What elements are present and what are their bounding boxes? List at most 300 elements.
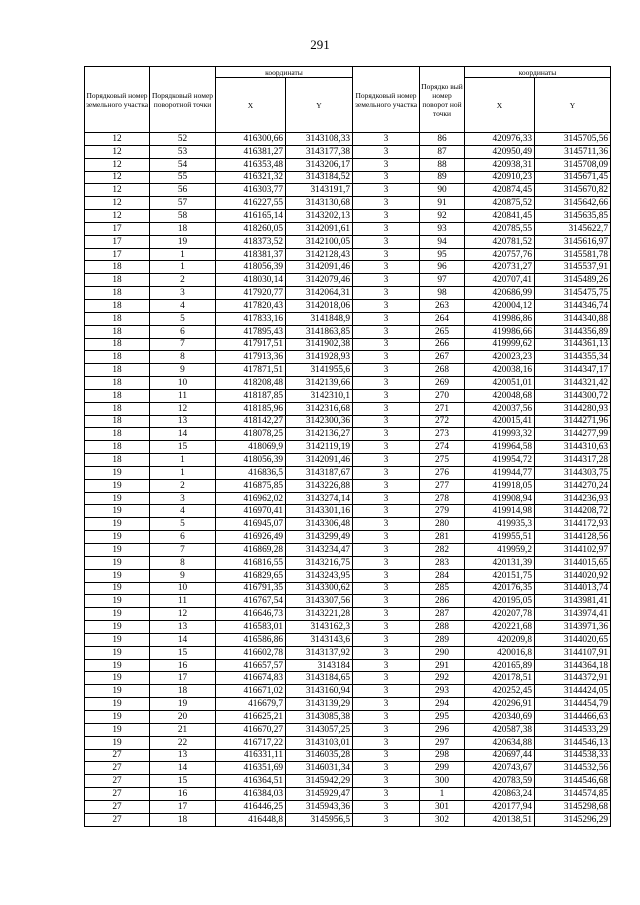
header-x-right: X xyxy=(465,78,535,133)
y-coordinate-right-cell: 3144321,42 xyxy=(535,377,611,390)
y-coordinate-cell: 3142136,27 xyxy=(286,428,353,441)
parcel-number-right-cell: 3 xyxy=(353,775,420,788)
point-number-cell: 5 xyxy=(150,312,216,325)
y-coordinate-cell: 3143139,29 xyxy=(286,698,353,711)
point-number-cell: 9 xyxy=(150,364,216,377)
x-coordinate-right-cell: 419914,98 xyxy=(465,505,535,518)
point-number-cell: 9 xyxy=(150,569,216,582)
y-coordinate-right-cell: 3144020,92 xyxy=(535,569,611,582)
parcel-number-right-cell: 3 xyxy=(353,133,420,146)
parcel-number-cell: 18 xyxy=(85,377,150,390)
point-number-right-cell: 302 xyxy=(420,813,465,826)
parcel-number-right-cell: 3 xyxy=(353,235,420,248)
y-coordinate-right-cell: 3144355,34 xyxy=(535,351,611,364)
parcel-number-cell: 19 xyxy=(85,466,150,479)
y-coordinate-cell: 3142119,19 xyxy=(286,441,353,454)
x-coordinate-cell: 416829,65 xyxy=(216,569,286,582)
point-number-cell: 4 xyxy=(150,505,216,518)
point-number-right-cell: 89 xyxy=(420,171,465,184)
y-coordinate-cell: 3141848,9 xyxy=(286,312,353,325)
point-number-right-cell: 265 xyxy=(420,325,465,338)
point-number-right-cell: 288 xyxy=(420,621,465,634)
point-number-cell: 7 xyxy=(150,544,216,557)
table-row xyxy=(85,351,611,364)
point-number-right-cell: 87 xyxy=(420,145,465,158)
point-number-cell: 58 xyxy=(150,210,216,223)
x-coordinate-right-cell: 420783,59 xyxy=(465,775,535,788)
y-coordinate-right-cell: 3144546,68 xyxy=(535,775,611,788)
parcel-number-right-cell: 3 xyxy=(353,351,420,364)
point-number-right-cell: 276 xyxy=(420,466,465,479)
x-coordinate-right-cell: 420165,89 xyxy=(465,659,535,672)
point-number-right-cell: 285 xyxy=(420,582,465,595)
x-coordinate-right-cell: 420938,31 xyxy=(465,158,535,171)
parcel-number-right-cell: 3 xyxy=(353,338,420,351)
parcel-number-cell: 17 xyxy=(85,222,150,235)
point-number-right-cell: 97 xyxy=(420,274,465,287)
parcel-number-cell: 17 xyxy=(85,235,150,248)
x-coordinate-cell: 416303,77 xyxy=(216,184,286,197)
y-coordinate-right-cell: 3144454,79 xyxy=(535,698,611,711)
point-number-right-cell: 270 xyxy=(420,389,465,402)
y-coordinate-cell: 3141902,38 xyxy=(286,338,353,351)
point-number-cell: 10 xyxy=(150,582,216,595)
point-number-cell: 13 xyxy=(150,415,216,428)
point-number-right-cell: 88 xyxy=(420,158,465,171)
parcel-number-right-cell: 3 xyxy=(353,145,420,158)
parcel-number-right-cell: 3 xyxy=(353,723,420,736)
x-coordinate-cell: 416364,51 xyxy=(216,775,286,788)
table-row xyxy=(85,492,611,505)
table-row xyxy=(85,788,611,801)
y-coordinate-cell: 3143187,67 xyxy=(286,466,353,479)
x-coordinate-cell: 416926,49 xyxy=(216,531,286,544)
table-row xyxy=(85,800,611,813)
table-header xyxy=(85,67,611,133)
point-number-right-cell: 1 xyxy=(420,788,465,801)
table-row xyxy=(85,133,611,146)
point-number-cell: 19 xyxy=(150,698,216,711)
y-coordinate-right-cell: 3144128,56 xyxy=(535,531,611,544)
y-coordinate-right-cell: 3144280,93 xyxy=(535,402,611,415)
parcel-number-right-cell: 3 xyxy=(353,621,420,634)
parcel-number-right-cell: 3 xyxy=(353,556,420,569)
x-coordinate-cell: 416381,27 xyxy=(216,145,286,158)
x-coordinate-right-cell: 419986,86 xyxy=(465,312,535,325)
table-row xyxy=(85,685,611,698)
table-row xyxy=(85,595,611,608)
x-coordinate-right-cell: 420051,01 xyxy=(465,377,535,390)
y-coordinate-cell: 3145929,47 xyxy=(286,788,353,801)
parcel-number-right-cell: 3 xyxy=(353,813,420,826)
point-number-cell: 3 xyxy=(150,492,216,505)
parcel-number-cell: 19 xyxy=(85,685,150,698)
parcel-number-cell: 19 xyxy=(85,531,150,544)
parcel-number-right-cell: 3 xyxy=(353,299,420,312)
point-number-cell: 14 xyxy=(150,428,216,441)
parcel-number-right-cell: 3 xyxy=(353,441,420,454)
x-coordinate-right-cell: 420863,24 xyxy=(465,788,535,801)
x-coordinate-right-cell: 420004,12 xyxy=(465,299,535,312)
parcel-number-right-cell: 3 xyxy=(353,377,420,390)
y-coordinate-right-cell: 3144424,05 xyxy=(535,685,611,698)
parcel-number-right-cell: 3 xyxy=(353,505,420,518)
y-coordinate-right-cell: 3144364,18 xyxy=(535,659,611,672)
y-coordinate-cell: 3143301,16 xyxy=(286,505,353,518)
header-parcel-number: Порядковый номер земельного участка xyxy=(85,67,150,133)
y-coordinate-right-cell: 3144277,99 xyxy=(535,428,611,441)
table-row xyxy=(85,813,611,826)
y-coordinate-cell: 3143306,48 xyxy=(286,518,353,531)
point-number-right-cell: 90 xyxy=(420,184,465,197)
page-number: 291 xyxy=(310,37,330,52)
point-number-cell: 8 xyxy=(150,351,216,364)
table-row xyxy=(85,710,611,723)
point-number-right-cell: 267 xyxy=(420,351,465,364)
y-coordinate-cell: 3143243,95 xyxy=(286,569,353,582)
x-coordinate-right-cell: 420874,45 xyxy=(465,184,535,197)
point-number-right-cell: 280 xyxy=(420,518,465,531)
parcel-number-cell: 18 xyxy=(85,261,150,274)
x-coordinate-right-cell: 420841,45 xyxy=(465,210,535,223)
point-number-right-cell: 296 xyxy=(420,723,465,736)
point-number-right-cell: 291 xyxy=(420,659,465,672)
parcel-number-cell: 27 xyxy=(85,788,150,801)
y-coordinate-right-cell: 3145296,29 xyxy=(535,813,611,826)
parcel-number-cell: 19 xyxy=(85,710,150,723)
parcel-number-right-cell: 3 xyxy=(353,415,420,428)
point-number-right-cell: 264 xyxy=(420,312,465,325)
point-number-cell: 12 xyxy=(150,608,216,621)
parcel-number-right-cell: 3 xyxy=(353,659,420,672)
x-coordinate-cell: 416875,85 xyxy=(216,479,286,492)
x-coordinate-right-cell: 420875,52 xyxy=(465,197,535,210)
y-coordinate-right-cell: 3145671,45 xyxy=(535,171,611,184)
y-coordinate-right-cell: 3143971,36 xyxy=(535,621,611,634)
parcel-number-cell: 12 xyxy=(85,184,150,197)
coordinates-table xyxy=(84,66,611,827)
point-number-right-cell: 294 xyxy=(420,698,465,711)
parcel-number-right-cell: 3 xyxy=(353,698,420,711)
parcel-number-right-cell: 3 xyxy=(353,171,420,184)
y-coordinate-cell: 3145942,29 xyxy=(286,775,353,788)
x-coordinate-right-cell: 420340,69 xyxy=(465,710,535,723)
table-row xyxy=(85,364,611,377)
parcel-number-right-cell: 3 xyxy=(353,646,420,659)
x-coordinate-right-cell: 420221,68 xyxy=(465,621,535,634)
x-coordinate-right-cell: 420176,35 xyxy=(465,582,535,595)
point-number-right-cell: 300 xyxy=(420,775,465,788)
y-coordinate-right-cell: 3144466,63 xyxy=(535,710,611,723)
parcel-number-cell: 19 xyxy=(85,479,150,492)
parcel-number-right-cell: 3 xyxy=(353,582,420,595)
table-body xyxy=(85,133,611,827)
table-row xyxy=(85,402,611,415)
parcel-number-cell: 19 xyxy=(85,723,150,736)
x-coordinate-right-cell: 420785,55 xyxy=(465,222,535,235)
point-number-right-cell: 295 xyxy=(420,710,465,723)
parcel-number-cell: 27 xyxy=(85,762,150,775)
y-coordinate-cell: 3142091,46 xyxy=(286,454,353,467)
x-coordinate-right-cell: 420131,39 xyxy=(465,556,535,569)
table-row xyxy=(85,633,611,646)
y-coordinate-cell: 3142300,36 xyxy=(286,415,353,428)
parcel-number-right-cell: 3 xyxy=(353,762,420,775)
x-coordinate-cell: 418030,14 xyxy=(216,274,286,287)
y-coordinate-right-cell: 3144317,28 xyxy=(535,454,611,467)
x-coordinate-right-cell: 420015,41 xyxy=(465,415,535,428)
x-coordinate-right-cell: 420634,88 xyxy=(465,736,535,749)
parcel-number-right-cell: 3 xyxy=(353,788,420,801)
point-number-cell: 10 xyxy=(150,377,216,390)
header-y-right: Y xyxy=(535,78,611,133)
y-coordinate-cell: 3141863,85 xyxy=(286,325,353,338)
point-number-cell: 11 xyxy=(150,595,216,608)
x-coordinate-right-cell: 420023,23 xyxy=(465,351,535,364)
y-coordinate-cell: 3143226,88 xyxy=(286,479,353,492)
y-coordinate-right-cell: 3144574,85 xyxy=(535,788,611,801)
x-coordinate-right-cell: 420950,49 xyxy=(465,145,535,158)
parcel-number-right-cell: 3 xyxy=(353,595,420,608)
x-coordinate-cell: 416679,7 xyxy=(216,698,286,711)
point-number-right-cell: 98 xyxy=(420,287,465,300)
y-coordinate-right-cell: 3143974,41 xyxy=(535,608,611,621)
point-number-cell: 15 xyxy=(150,646,216,659)
y-coordinate-right-cell: 3145616,97 xyxy=(535,235,611,248)
point-number-cell: 52 xyxy=(150,133,216,146)
parcel-number-cell: 18 xyxy=(85,325,150,338)
x-coordinate-right-cell: 420587,38 xyxy=(465,723,535,736)
table-row xyxy=(85,608,611,621)
parcel-number-cell: 27 xyxy=(85,800,150,813)
parcel-number-cell: 19 xyxy=(85,659,150,672)
y-coordinate-right-cell: 3144356,89 xyxy=(535,325,611,338)
y-coordinate-cell: 3142064,31 xyxy=(286,287,353,300)
point-number-cell: 4 xyxy=(150,299,216,312)
y-coordinate-cell: 3143206,17 xyxy=(286,158,353,171)
header-point-number: Порядковый номер поворотной точки xyxy=(150,67,216,133)
parcel-number-cell: 19 xyxy=(85,569,150,582)
parcel-number-right-cell: 3 xyxy=(353,454,420,467)
parcel-number-cell: 18 xyxy=(85,389,150,402)
y-coordinate-cell: 3142310,1 xyxy=(286,389,353,402)
x-coordinate-cell: 417913,36 xyxy=(216,351,286,364)
table-row xyxy=(85,544,611,557)
parcel-number-cell: 12 xyxy=(85,210,150,223)
table-row xyxy=(85,698,611,711)
parcel-number-cell: 19 xyxy=(85,646,150,659)
y-coordinate-cell: 3143177,38 xyxy=(286,145,353,158)
parcel-number-right-cell: 3 xyxy=(353,389,420,402)
point-number-right-cell: 263 xyxy=(420,299,465,312)
table-row xyxy=(85,518,611,531)
point-number-cell: 21 xyxy=(150,723,216,736)
point-number-cell: 54 xyxy=(150,158,216,171)
x-coordinate-cell: 416657,57 xyxy=(216,659,286,672)
parcel-number-cell: 19 xyxy=(85,595,150,608)
table-row xyxy=(85,736,611,749)
point-number-right-cell: 91 xyxy=(420,197,465,210)
y-coordinate-right-cell: 3144372,91 xyxy=(535,672,611,685)
point-number-right-cell: 278 xyxy=(420,492,465,505)
parcel-number-cell: 19 xyxy=(85,608,150,621)
table-row xyxy=(85,672,611,685)
header-coordinates-left: координаты xyxy=(216,67,353,78)
parcel-number-cell: 18 xyxy=(85,402,150,415)
y-coordinate-right-cell: 3144340,88 xyxy=(535,312,611,325)
parcel-number-right-cell: 3 xyxy=(353,466,420,479)
x-coordinate-cell: 416583,01 xyxy=(216,621,286,634)
parcel-number-right-cell: 3 xyxy=(353,222,420,235)
y-coordinate-cell: 3142316,68 xyxy=(286,402,353,415)
x-coordinate-right-cell: 419999,62 xyxy=(465,338,535,351)
parcel-number-cell: 12 xyxy=(85,133,150,146)
y-coordinate-cell: 3142091,61 xyxy=(286,222,353,235)
point-number-right-cell: 279 xyxy=(420,505,465,518)
table-row xyxy=(85,210,611,223)
point-number-right-cell: 297 xyxy=(420,736,465,749)
point-number-right-cell: 93 xyxy=(420,222,465,235)
parcel-number-right-cell: 3 xyxy=(353,749,420,762)
x-coordinate-right-cell: 420731,27 xyxy=(465,261,535,274)
x-coordinate-right-cell: 420209,8 xyxy=(465,633,535,646)
x-coordinate-cell: 416717,22 xyxy=(216,736,286,749)
table-row xyxy=(85,235,611,248)
x-coordinate-right-cell: 420686,99 xyxy=(465,287,535,300)
parcel-number-cell: 12 xyxy=(85,197,150,210)
x-coordinate-cell: 418142,27 xyxy=(216,415,286,428)
x-coordinate-right-cell: 420177,94 xyxy=(465,800,535,813)
point-number-right-cell: 282 xyxy=(420,544,465,557)
x-coordinate-right-cell: 419944,77 xyxy=(465,466,535,479)
y-coordinate-cell: 3143300,62 xyxy=(286,582,353,595)
y-coordinate-right-cell: 3144538,33 xyxy=(535,749,611,762)
table-row xyxy=(85,158,611,171)
parcel-number-right-cell: 3 xyxy=(353,800,420,813)
parcel-number-right-cell: 3 xyxy=(353,633,420,646)
x-coordinate-cell: 416300,66 xyxy=(216,133,286,146)
x-coordinate-cell: 416625,21 xyxy=(216,710,286,723)
y-coordinate-cell: 3143221,28 xyxy=(286,608,353,621)
parcel-number-cell: 18 xyxy=(85,441,150,454)
x-coordinate-cell: 417833,16 xyxy=(216,312,286,325)
parcel-number-cell: 18 xyxy=(85,274,150,287)
point-number-right-cell: 268 xyxy=(420,364,465,377)
table-row xyxy=(85,338,611,351)
x-coordinate-right-cell: 420151,75 xyxy=(465,569,535,582)
x-coordinate-right-cell: 420178,51 xyxy=(465,672,535,685)
parcel-number-cell: 19 xyxy=(85,698,150,711)
y-coordinate-cell: 3143184,65 xyxy=(286,672,353,685)
y-coordinate-right-cell: 3144015,65 xyxy=(535,556,611,569)
y-coordinate-right-cell: 3144208,72 xyxy=(535,505,611,518)
x-coordinate-right-cell: 420038,16 xyxy=(465,364,535,377)
x-coordinate-cell: 417871,51 xyxy=(216,364,286,377)
point-number-right-cell: 299 xyxy=(420,762,465,775)
y-coordinate-right-cell: 3144271,96 xyxy=(535,415,611,428)
y-coordinate-right-cell: 3145708,09 xyxy=(535,158,611,171)
x-coordinate-cell: 416321,32 xyxy=(216,171,286,184)
y-coordinate-cell: 3143216,75 xyxy=(286,556,353,569)
parcel-number-cell: 19 xyxy=(85,633,150,646)
y-coordinate-right-cell: 3145581,78 xyxy=(535,248,611,261)
point-number-cell: 13 xyxy=(150,749,216,762)
table-row xyxy=(85,441,611,454)
x-coordinate-right-cell: 419964,58 xyxy=(465,441,535,454)
y-coordinate-right-cell: 3144303,75 xyxy=(535,466,611,479)
y-coordinate-right-cell: 3144347,17 xyxy=(535,364,611,377)
point-number-cell: 16 xyxy=(150,659,216,672)
table-row xyxy=(85,531,611,544)
parcel-number-cell: 18 xyxy=(85,351,150,364)
point-number-cell: 1 xyxy=(150,466,216,479)
y-coordinate-cell: 3143160,94 xyxy=(286,685,353,698)
parcel-number-cell: 27 xyxy=(85,749,150,762)
point-number-cell: 13 xyxy=(150,621,216,634)
table-row xyxy=(85,466,611,479)
parcel-number-right-cell: 3 xyxy=(353,210,420,223)
y-coordinate-right-cell: 3144361,13 xyxy=(535,338,611,351)
parcel-number-right-cell: 3 xyxy=(353,479,420,492)
parcel-number-cell: 19 xyxy=(85,582,150,595)
point-number-cell: 11 xyxy=(150,389,216,402)
y-coordinate-right-cell: 3145475,75 xyxy=(535,287,611,300)
header-y-left: Y xyxy=(286,78,353,133)
parcel-number-right-cell: 3 xyxy=(353,608,420,621)
table-row xyxy=(85,556,611,569)
y-coordinate-cell: 3142100,05 xyxy=(286,235,353,248)
x-coordinate-cell: 416227,55 xyxy=(216,197,286,210)
point-number-right-cell: 266 xyxy=(420,338,465,351)
point-number-cell: 14 xyxy=(150,633,216,646)
point-number-cell: 1 xyxy=(150,261,216,274)
y-coordinate-right-cell: 3145489,26 xyxy=(535,274,611,287)
parcel-number-cell: 12 xyxy=(85,145,150,158)
y-coordinate-right-cell: 3145670,82 xyxy=(535,184,611,197)
point-number-cell: 17 xyxy=(150,672,216,685)
y-coordinate-right-cell: 3145298,68 xyxy=(535,800,611,813)
point-number-cell: 7 xyxy=(150,338,216,351)
parcel-number-right-cell: 3 xyxy=(353,402,420,415)
parcel-number-right-cell: 3 xyxy=(353,274,420,287)
point-number-cell: 3 xyxy=(150,287,216,300)
point-number-right-cell: 94 xyxy=(420,235,465,248)
parcel-number-right-cell: 3 xyxy=(353,184,420,197)
y-coordinate-cell: 3143184 xyxy=(286,659,353,672)
parcel-number-cell: 12 xyxy=(85,171,150,184)
point-number-right-cell: 96 xyxy=(420,261,465,274)
table-row xyxy=(85,621,611,634)
y-coordinate-right-cell: 3145705,56 xyxy=(535,133,611,146)
table-row xyxy=(85,775,611,788)
table-row xyxy=(85,145,611,158)
header-parcel-number-right: Порядковый номер земельного участка xyxy=(353,67,420,133)
table-row xyxy=(85,299,611,312)
point-number-cell: 18 xyxy=(150,685,216,698)
table-row xyxy=(85,171,611,184)
x-coordinate-cell: 416670,27 xyxy=(216,723,286,736)
x-coordinate-cell: 418373,52 xyxy=(216,235,286,248)
parcel-number-right-cell: 3 xyxy=(353,261,420,274)
y-coordinate-right-cell: 3144270,24 xyxy=(535,479,611,492)
x-coordinate-right-cell: 419908,94 xyxy=(465,492,535,505)
y-coordinate-right-cell: 3143981,41 xyxy=(535,595,611,608)
header-x-left: X xyxy=(216,78,286,133)
y-coordinate-cell: 3145956,5 xyxy=(286,813,353,826)
x-coordinate-right-cell: 420138,51 xyxy=(465,813,535,826)
point-number-right-cell: 287 xyxy=(420,608,465,621)
table-row xyxy=(85,723,611,736)
